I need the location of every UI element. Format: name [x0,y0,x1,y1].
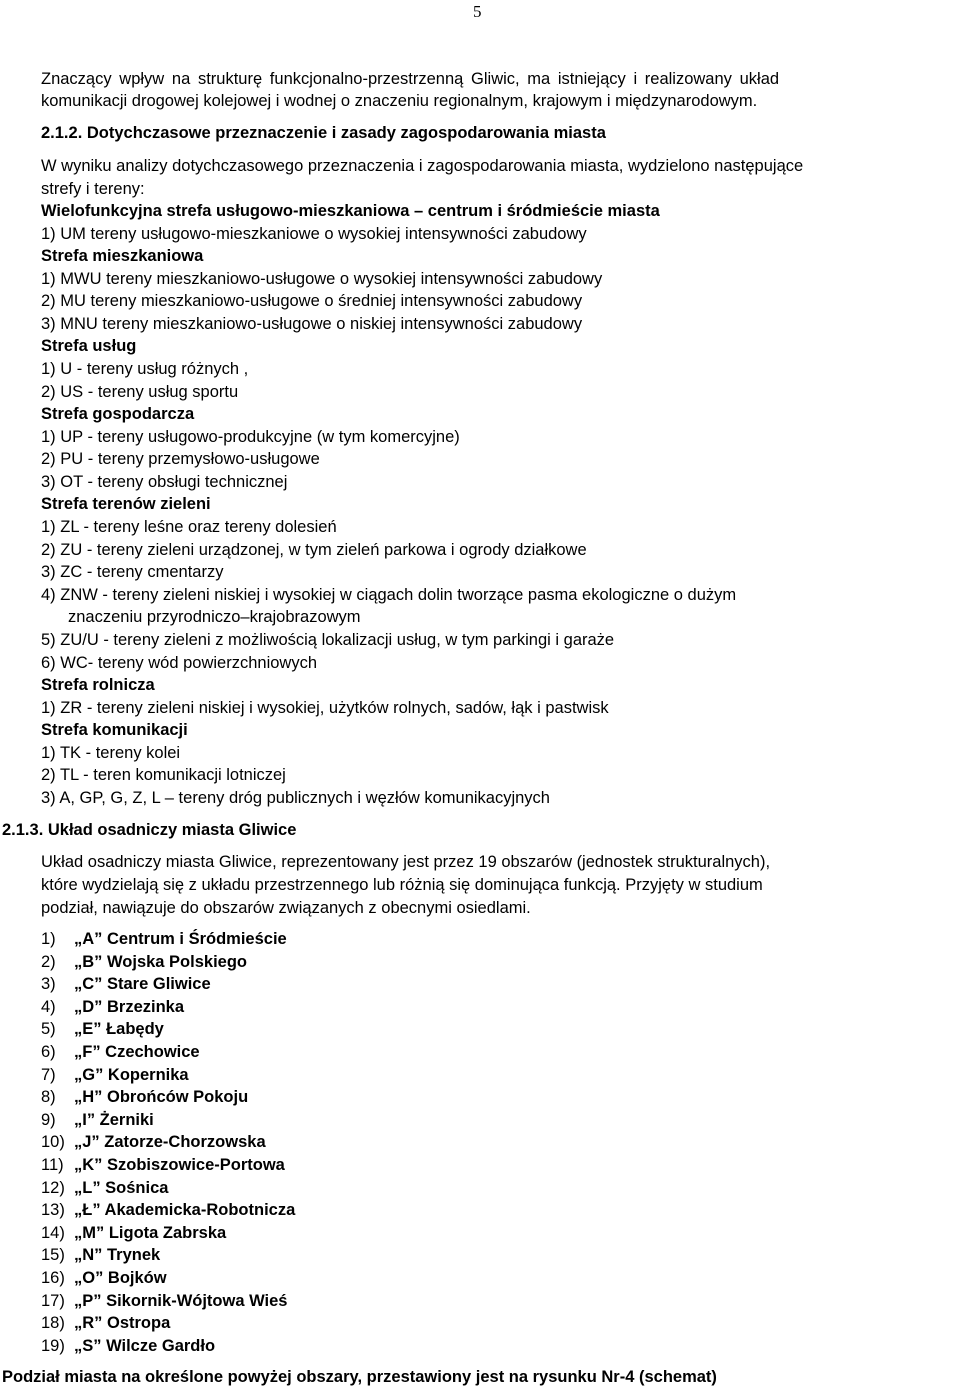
zone-heading-residential: Strefa mieszkaniowa [41,247,204,265]
list-item: 5) ZU/U - tereny zieleni z możliwością lokalizacji usług, w tym parkingi i garaże [41,631,615,649]
intro-line-1: Znaczący wpływ na strukturę funkcjonalno-przestrzenną Gliwic, ma istniejący i realizowany układ [41,70,780,88]
list-item: 1) TK - tereny kolei [41,744,181,762]
area-name: „J” Zatorze-Chorzowska [74,1133,266,1151]
list-item: 3) MNU tereny mieszkaniowo-usługowe o niskiej intensywności zabudowy [41,315,583,333]
area-name: „R” Ostropa [74,1314,171,1332]
area-list-item [41,1087,248,1108]
area-list-item [41,1245,160,1266]
section-213-para-line-3: podział, nawiązuje do obszarów związanych z obecnymi osiedlami. [41,899,531,917]
page-number: 5 [473,2,482,21]
area-name: „Ł” Akademicka-Robotnicza [74,1201,296,1219]
area-number: 17) [41,1292,65,1310]
area-number: 1) [41,930,56,948]
area-list-item [41,952,247,973]
area-name: „O” Bojków [74,1269,167,1287]
area-list-item [41,929,287,950]
area-number: 4) [41,998,56,1016]
list-item: 3) ZC - tereny cmentarzy [41,563,224,581]
area-list-item [41,1223,226,1244]
area-list-item [41,1110,154,1131]
area-list-item [41,1313,170,1334]
list-item: 3) OT - tereny obsługi technicznej [41,473,288,491]
list-item: 6) WC- tereny wód powierzchniowych [41,654,318,672]
area-list-item [41,1336,215,1357]
list-item: 2) TL - teren komunikacji lotniczej [41,766,286,784]
list-item: 2) ZU - tereny zieleni urządzonej, w tym zieleń parkowa i ogrody działkowe [41,541,587,559]
area-list-item [41,1019,164,1040]
area-name: „K” Szobiszowice-Portowa [74,1156,285,1174]
section-heading-212: 2.1.2. Dotychczasowe przeznaczenie i zasady zagospodarowania miasta [41,124,606,142]
area-number: 7) [41,1066,56,1084]
area-list-item [41,1178,168,1199]
list-item-continuation: znaczeniu przyrodniczo–krajobrazowym [68,608,361,626]
list-item: 3) A, GP, G, Z, L – tereny dróg publicznych i węzłów komunikacyjnych [41,789,550,807]
area-list-item [41,1065,189,1086]
area-name: „B” Wojska Polskiego [74,953,247,971]
area-number: 14) [41,1224,65,1242]
area-number: 8) [41,1088,56,1106]
area-name: „I” Żerniki [74,1111,154,1129]
area-list-item [41,1268,167,1289]
list-item: 1) U - tereny usług różnych , [41,360,249,378]
area-number: 2) [41,953,56,971]
list-item: 1) UP - tereny usługowo-produkcyjne (w tym komercyjne) [41,428,460,446]
section-212-intro-1: W wyniku analizy dotychczasowego przeznaczenia i zagospodarowania miasta, wydzielono następujące [41,157,804,175]
list-item: 1) MWU tereny mieszkaniowo-usługowe o wysokiej intensywności zabudowy [41,270,603,288]
area-name: „L” Sośnica [74,1179,169,1197]
area-name: „F” Czechowice [74,1043,200,1061]
area-number: 13) [41,1201,65,1219]
area-list-item [41,1042,200,1063]
area-list-item [41,997,184,1018]
area-number: 6) [41,1043,56,1061]
area-number: 11) [41,1156,64,1174]
area-list-item [41,1200,295,1221]
list-item: 4) ZNW - tereny zieleni niskiej i wysokiej w ciągach dolin tworzące pasma ekologiczne o dużym [41,586,737,604]
zone-heading-agri: Strefa rolnicza [41,676,155,694]
list-item: 2) MU tereny mieszkaniowo-usługowe o średniej intensywności zabudowy [41,292,583,310]
closing-statement: Podział miasta na określone powyżej obszary, przestawiony jest na rysunku Nr-4 (schemat) [2,1368,717,1386]
area-number: 5) [41,1020,56,1038]
intro-line-2: komunikacji drogowej kolejowej i wodnej o znaczeniu regionalnym, krajowym i międzynarodowym. [41,92,758,110]
section-212-intro-2: strefy i tereny: [41,180,145,198]
area-number: 12) [41,1179,65,1197]
area-number: 9) [41,1111,56,1129]
list-item: 1) UM tereny usługowo-mieszkaniowe o wysokiej intensywności zabudowy [41,225,587,243]
area-number: 19) [41,1337,65,1355]
area-name: „A” Centrum i Śródmieście [74,930,287,948]
area-name: „E” Łabędy [74,1020,164,1038]
area-name: „G” Kopernika [74,1066,189,1084]
area-number: 3) [41,975,56,993]
list-item: 2) US - tereny usług sportu [41,383,239,401]
area-list-item [41,974,211,995]
section-213-para-line-1: Układ osadniczy miasta Gliwice, reprezentowany jest przez 19 obszarów (jednostek strukturalnych), [41,853,771,871]
zone-heading-green: Strefa terenów zieleni [41,495,211,513]
zone-heading-center: Wielofunkcyjna strefa usługowo-mieszkaniowa – centrum i śródmieście miasta [41,202,660,220]
list-item: 1) ZL - tereny leśne oraz tereny dolesień [41,518,337,536]
area-name: „M” Ligota Zabrska [74,1224,227,1242]
section-213-para-line-2: które wydzielają się z układu przestrzennego lub różnią się dominująca funkcją. Przyjęty w studium [41,876,763,894]
zone-heading-economic: Strefa gospodarcza [41,405,195,423]
area-name: „N” Trynek [74,1246,161,1264]
area-name: „S” Wilcze Gardło [74,1337,216,1355]
area-list-item [41,1132,266,1153]
area-name: „H” Obrońców Pokoju [74,1088,249,1106]
area-list-item [41,1291,287,1312]
section-heading-213: 2.1.3. Układ osadniczy miasta Gliwice [2,821,297,839]
area-number: 15) [41,1246,65,1264]
list-item: 1) ZR - tereny zieleni niskiej i wysokiej, użytków rolnych, sadów, łąk i pastwisk [41,699,609,717]
zone-heading-services: Strefa usług [41,337,137,355]
area-name: „C” Stare Gliwice [74,975,211,993]
area-name: „D” Brzezinka [74,998,185,1016]
area-number: 10) [41,1133,65,1151]
area-number: 18) [41,1314,65,1332]
area-number: 16) [41,1269,65,1287]
list-item: 2) PU - tereny przemysłowo-usługowe [41,450,320,468]
zone-heading-comm: Strefa komunikacji [41,721,188,739]
area-list-item [41,1155,285,1176]
area-name: „P” Sikornik-Wójtowa Wieś [74,1292,288,1310]
